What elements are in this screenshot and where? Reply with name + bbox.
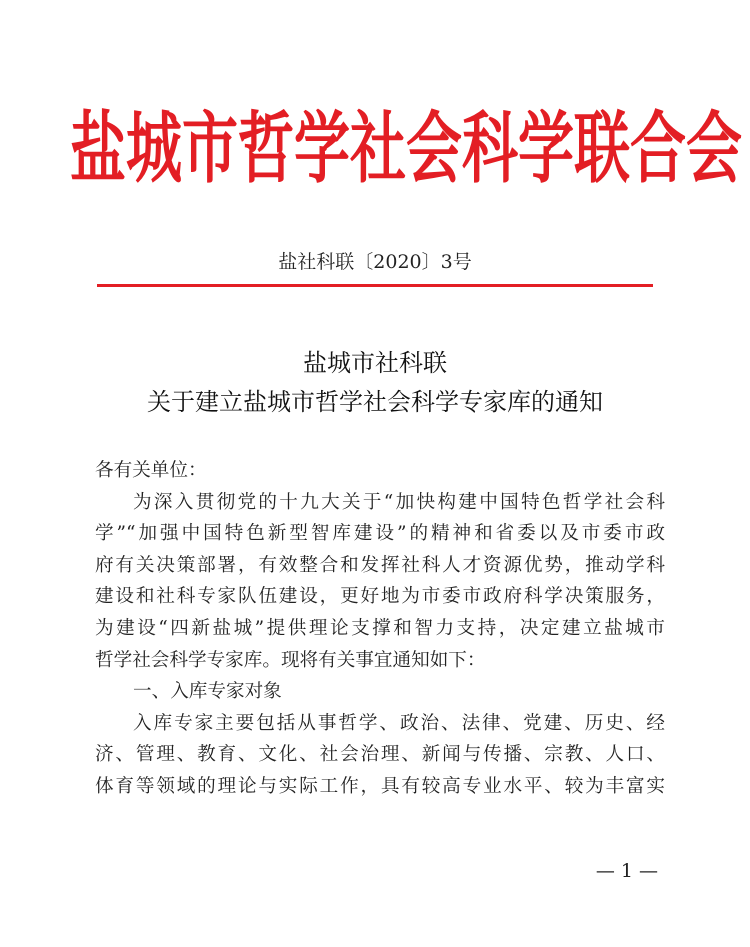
text-line: 学”“加强中国特色新型智库建设”的精神和省委以及市委市政 [95,523,665,545]
text-line: 为建设“四新盐城”提供理论支撑和智力支持，决定建立盐城市 [95,617,665,639]
section-heading-1: 一、入库专家对象 [133,681,282,703]
paragraph-experts [95,708,665,803]
text-line: 济、管理、教育、文化、社会治理、新闻与传播、宗教、人口、 [95,744,665,766]
notice-title-line-1: 盐城市社科联 [303,349,447,377]
text-line: 入库专家主要包括从事哲学、政治、法律、党建、历史、经 [133,712,665,734]
text-line: 为深入贯彻党的十九大关于“加快构建中国特色哲学社会科 [133,491,665,513]
notice-body [95,455,665,803]
text-line: 府有关决策部署，有效整合和发挥社科人才资源优势，推动学科 [95,554,665,576]
text-line: 建设和社科专家队伍建设，更好地为市委市政府科学决策服务， [95,586,665,608]
notice-title-line-2: 关于建立盐城市哲学社会科学专家库的通知 [147,388,603,416]
red-divider-line [97,284,653,287]
document-number: 盐社科联〔2020〕3号 [278,251,472,273]
paragraph-intro [95,487,665,677]
text-line: 体育等领域的理论与实际工作，具有较高专业水平、较为丰富实 [95,775,665,797]
issuing-organization-header: 盐城市哲学社会科学联合会 [70,103,742,195]
salutation: 各有关单位： [95,460,207,481]
text-line: 哲学社会科学专家库。现将有关事宜通知如下： [95,649,486,671]
page-number: — 1 — [595,860,658,882]
